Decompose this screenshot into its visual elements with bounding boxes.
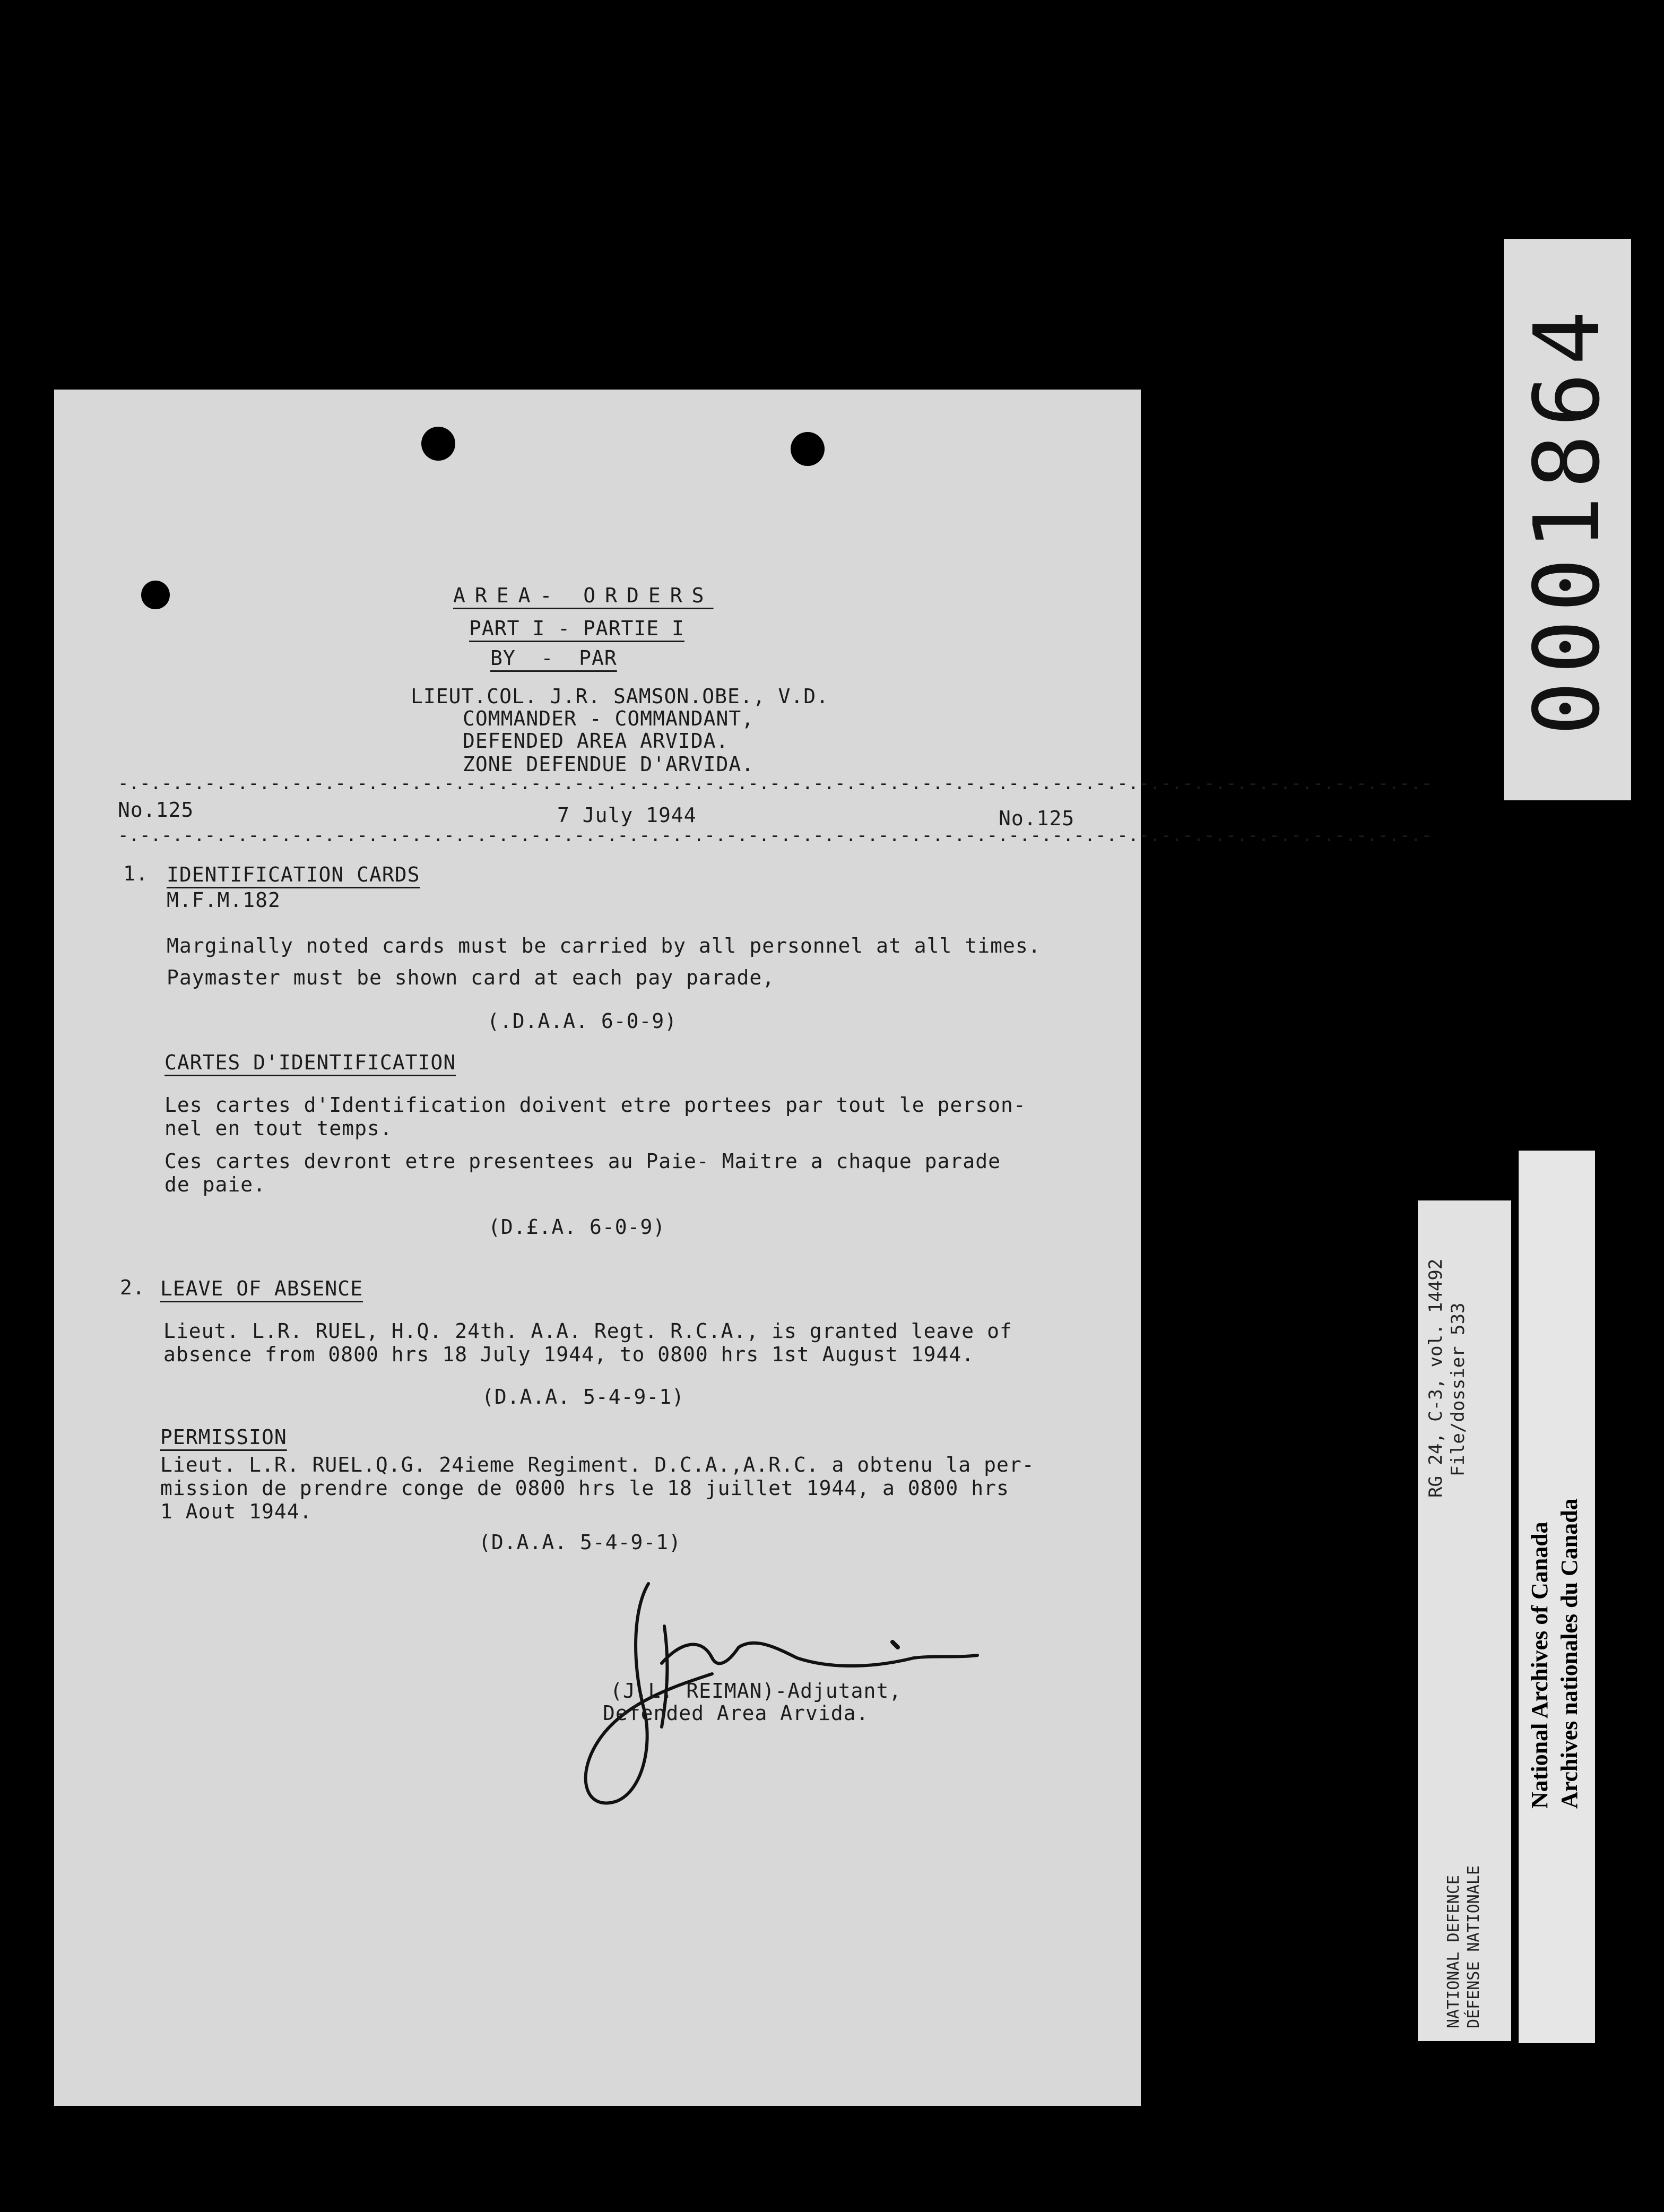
archive-name-fr: Archives nationales du Canada <box>1556 1498 1582 1809</box>
archive-reference-label <box>1418 1200 1511 2041</box>
section-1-heading-fr: CARTES D'IDENTIFICATION <box>164 1051 456 1074</box>
order-date: 7 July 1944 <box>557 803 697 827</box>
archive-file: File/dossier 533 <box>1448 1302 1469 1476</box>
defended-area-en: DEFENDED AREA ARVIDA. <box>463 729 729 753</box>
microfilm-frame-tag <box>1504 239 1631 800</box>
archive-name-en: National Archives of Canada <box>1527 1522 1553 1809</box>
commander-role: COMMANDER - COMMANDANT, <box>463 707 755 730</box>
divider-top: -.-.-.-.-.-.-.-.-.-.-.-.-.-.-.-.-.-.-.-.-.-.-.-.-.-.-.-.-.-.-.-.-.-.-.-.-.-.-.-.-.-.-.-.-.-.-.-.-.-.-.-.-.-.-.-.-.-.-.-.- <box>118 773 1432 794</box>
section-1-reference: M.F.M.182 <box>167 888 281 912</box>
section-2-fr-line-1: Lieut. L.R. RUEL.Q.G. 24ieme Regiment. D.C.A.,A.R.C. a obtenu la per- <box>160 1453 1035 1476</box>
order-number-right: No.125 <box>999 807 1075 830</box>
department-fr: DÉFENSE NATIONALE <box>1464 1865 1483 2028</box>
section-2-heading: LEAVE OF ABSENCE <box>160 1277 363 1300</box>
orders-part: PART I - PARTIE I <box>469 617 684 640</box>
section-2-line-1: Lieut. L.R. RUEL, H.Q. 24th. A.A. Regt. R.C.A., is granted leave of <box>163 1319 1012 1343</box>
section-1-heading: IDENTIFICATION CARDS <box>167 863 420 886</box>
document-sheet <box>54 390 1432 2106</box>
orders-title: AREA- ORDERS <box>453 584 714 607</box>
section-2-fr-line-3: 1 Aout 1944. <box>160 1500 313 1523</box>
section-2-number: 2. <box>120 1276 145 1299</box>
orders-by: BY - PAR <box>490 646 617 670</box>
department-en: NATIONAL DEFENCE <box>1444 1875 1463 2028</box>
archive-name-label <box>1519 1151 1595 2043</box>
order-number-left: No.125 <box>118 798 194 822</box>
section-2-file-ref: (D.A.A. 5-4-9-1) <box>482 1385 685 1409</box>
punch-hole-side <box>141 581 170 609</box>
punch-hole-top-left <box>421 427 455 461</box>
section-2-file-ref-fr: (D.A.A. 5-4-9-1) <box>479 1531 682 1554</box>
frame-number: 0001864 <box>1515 303 1620 736</box>
section-1-fr-line-1: Les cartes d'Identification doivent etre portees par tout le person- <box>164 1093 1026 1117</box>
section-1-line-2: Paymaster must be shown card at each pay parade, <box>167 966 775 989</box>
section-2-heading-fr: PERMISSION <box>160 1425 287 1449</box>
section-2-fr-line-2: mission de prendre conge de 0800 hrs le 18 juillet 1944, a 0800 hrs <box>160 1476 1009 1500</box>
archive-reference: RG 24, C-3, vol. 14492 <box>1425 1258 1446 1498</box>
section-1-fr-line-3: Ces cartes devront etre presentees au Paie- Maitre a chaque parade <box>164 1150 1001 1173</box>
signatory-area: Defended Area Arvida. <box>603 1701 869 1725</box>
signatory-name: (J.L. REIMAN)-Adjutant, <box>610 1679 902 1703</box>
section-1-file-ref-fr: (D.£.A. 6-0-9) <box>488 1215 666 1239</box>
punch-hole-top-right <box>791 432 825 466</box>
section-1-file-ref: (.D.A.A. 6-0-9) <box>487 1009 678 1033</box>
section-2-line-2: absence from 0800 hrs 18 July 1944, to 0800 hrs 1st August 1944. <box>163 1343 975 1366</box>
section-1-line-1: Marginally noted cards must be carried by all personnel at all times. <box>167 934 1041 957</box>
defended-area-fr: ZONE DEFENDUE D'ARVIDA. <box>463 753 755 776</box>
section-1-fr-line-4: de paie. <box>164 1173 266 1196</box>
commanding-officer: LIEUT.COL. J.R. SAMSON.OBE., V.D. <box>411 685 829 708</box>
section-1-fr-line-2: nel en tout temps. <box>164 1117 393 1140</box>
section-1-number: 1. <box>123 862 149 885</box>
divider-bottom: -.-.-.-.-.-.-.-.-.-.-.-.-.-.-.-.-.-.-.-.-.-.-.-.-.-.-.-.-.-.-.-.-.-.-.-.-.-.-.-.-.-.-.-.-.-.-.-.-.-.-.-.-.-.-.-.-.-.-.-.- <box>118 825 1432 846</box>
